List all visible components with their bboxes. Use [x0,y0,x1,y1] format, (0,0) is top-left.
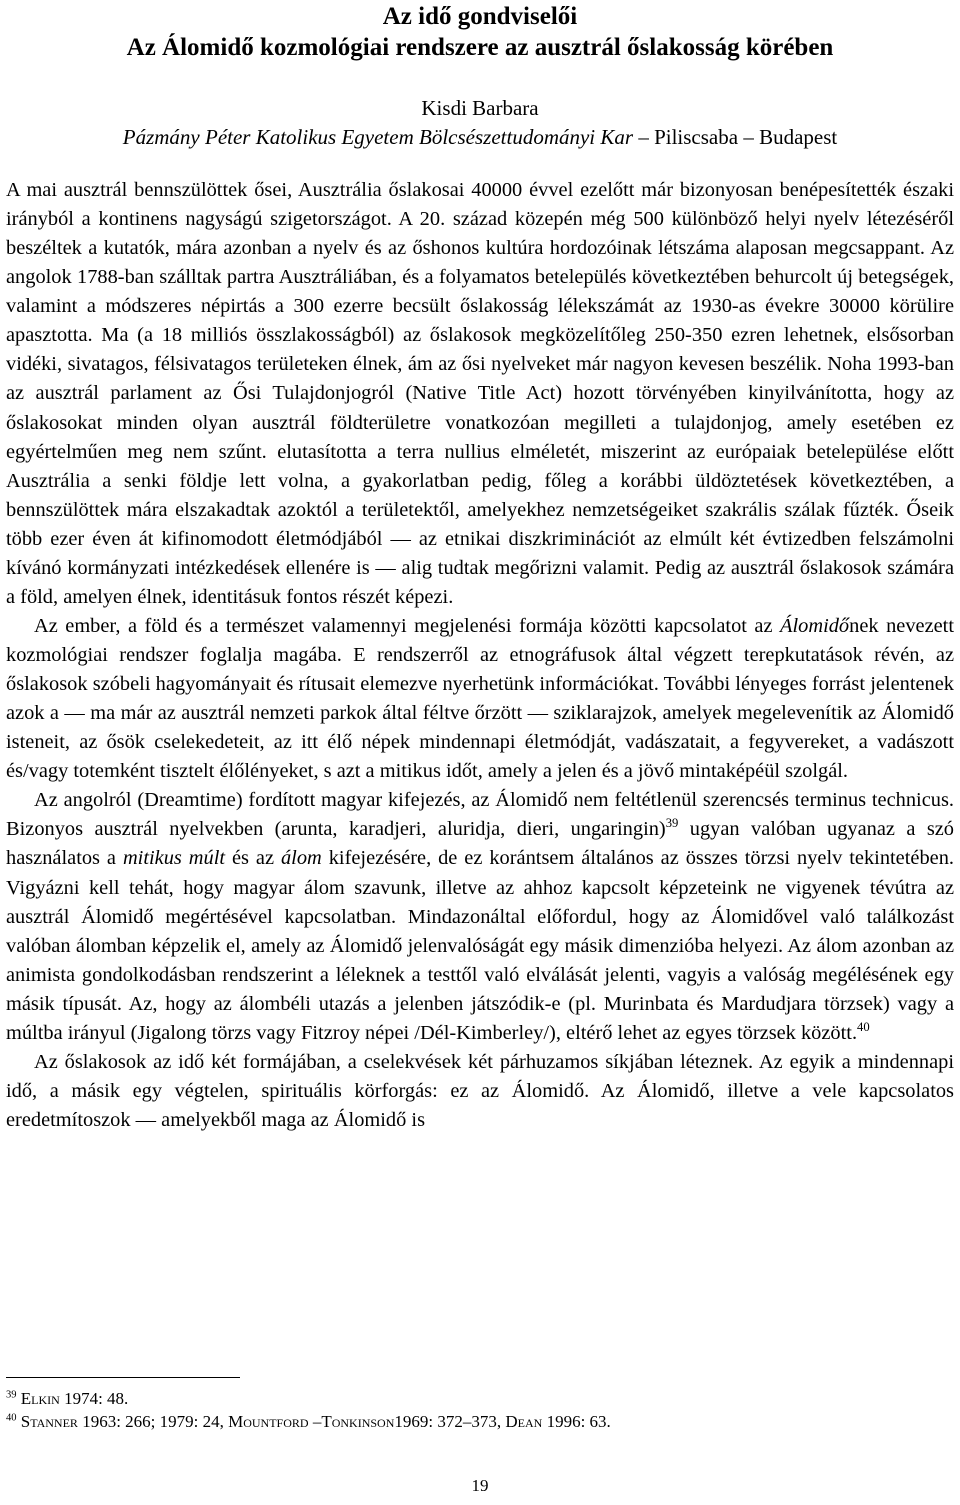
footnote-author: Mountford [228,1412,309,1431]
paragraph-1: A mai ausztrál bennszülöttek ősei, Ausztrália őslakosai 40000 évvel ezelőtt már bizonyosan benépesítették északi irányból a kontinens nagyságú szigetországot. A 20. század közepén még 500 különböző helyi nyelv létezéséről beszéltek a kutatók, mára azonban a nyelv és az őshonos kultúra hordozóinak létszáma alaposan megcsappant. Az angolok 1788-ban szálltak partra Ausztráliában, és a folyamatos betelepülés következtében behurcolt új betegségek, valamint a módszeres népirtás a 300 ezerre becsült őslakosság lélekszámát az 1930-as évekre 30000 körülire apasztotta. Ma (a 18 milliós összlakosságból) az őslakosok megközelítőleg 250-350 ezren lehetnek, elsősorban vidéki, sivatagos, félsivatagos területeken élnek, ám az ősi nyelveket már nagyon kevesen beszélik. Noha 1993-ban az ausztrál parlament az Ősi Tulajdonjogról (Native Title Act) hozott törvényében kinyilvánította, hogy az őslakosokat minden olyan ausztrál földterületre vonatkozóan megilleti a tulajdonjog, amely esetében ez egyértelműen meg nem szűnt. elutasította a terra nullius elméletét, miszerint az európaiak betelepülése előtt Ausztrália a senki földje lett volna, a gyakorlatban pedig, főleg a korábbi üldöztetések következtében, a bennszülöttek mára elszakadtak azoktól a területektől, amelyekhez nemzetségeiket szakrális szálak fűzték. Őseik több ezer éven át kifinomodott életmódjából — az etnikai diszkriminációt az elmúlt két évtizedben felszámolni kívánó kormányzati intézkedések ellenére is — alig tudtak megőrizni valamit. Pedig az ausztrál őslakosok számára a föld, amelyen élnek, identitásuk fontos részét képezi. [6,179,954,608]
paragraph-4: Az őslakosok az idő két formájában, a cselekvések két párhuzamos síkjában léteznek. Az egyik a mindennapi idő, a másik egy végtelen, spirituális körforgás: ez az Álomidő. Az Álomidő, illetve a vele kapcsolatos eredetmítoszok — amelyekből maga az Álomidő is [6,1050,954,1131]
affiliation-location: – Piliscsaba – Budapest [633,125,838,149]
p3-text-a: Az angolról (Dreamtime) fordított magyar kifejezés, az Álomidő nem feltétlenül szerencsés terminus technicus. Bizonyos ausztrál nyelvekben (arunta, karadjeri, aluridja, dieri, ungaringin) [6,789,954,841]
footnote-39 [6,1389,128,1409]
article-body [6,176,954,1135]
p2-text-start: Az ember, a föld és a természet valamennyi megjelenési formája közötti kapcsolatot az [34,614,781,637]
footnote-text: 1963: 266; 1979: 24, [77,1412,229,1431]
author-name: Kisdi Barbara [421,96,539,120]
p3-text-d: kifejezésére, de ez korántsem általános az összes törzsi nyelv tekintetében. Vigyázni kell tehát, hogy magyar álom szavunk, illetve az ahhoz kapcsolt képzeteink ne vigyenek tévútra az ausztrál Álomidő megértésével kapcsolatban. Mindazonáltal előfordul, hogy az Álomidővel való találkozást valóban álomban képzelik el, amely az Álomidő jelenvalóságát egy másik dimenzióba helyezi. Az álom azonban az animista gondolkodásban rendszerint a léleknek a testtől való elválását jelenti, vagyis a valóság megélésének egy másik típusát. Az, hogy az álombéli utazás a jelenben játszódik-e (pl. Murinbata és Mardudjara törzsek) vagy a múltba irányul (Jigalong törzs vagy Fitzroy népei /Dél-Kimberley/), eltérő lehet az egyes törzsek között. [6,847,954,1044]
footnote-author: Dean [505,1412,543,1431]
footnote-text: 1974: 48. [59,1389,129,1408]
footnote-40 [6,1412,611,1432]
page-number: 19 [471,1476,489,1495]
p3-text-b: ugyan valóban ugyanaz a szó használatos a [6,818,955,870]
affiliation-institution: Pázmány Péter Katolikus Egyetem Bölcsészettudományi Kar [122,125,634,149]
footnote-ref-39[interactable]: 39 [665,816,679,831]
author-affiliation [0,124,960,150]
footnote-ref-40[interactable]: 40 [857,1020,870,1035]
footnote-text: 1969: 372–373, [394,1412,506,1431]
article-subtitle: Az Álomidő kozmológiai rendszere az ausztrál őslakosság körében [126,34,834,61]
p2-text-rest: nek nevezett kozmológiai rendszer foglalja magába. E rendszerről az etnográfusok által végzett terepkutatások révén, az őslakosok szóbeli hagyományait és rítusait elemezve nyerhetünk információkat. További lényeges forrást jelentenek azok a — ma már az ausztrál nemzeti parkok által féltve őrzött — sziklarajzok, amelyek megelevenítik az Álomidő isteneit, az ősök cselekedeteit, az itt élő népek mindennapi életmódját, vadászatait, a fegyvereket, a vadászott és/vagy totemként tisztelt élőlényeket, s azt a mitikus időt, amely a jelen és a jövő mintaképéül szolgál. [6,614,955,783]
footnote-author: Tonkinson [321,1412,395,1431]
footnote-text: 1996: 63. [542,1412,611,1431]
p3-italic-1: mitikus múlt [122,847,226,870]
footnote-number: 40 [6,1412,17,1424]
article-title: Az idő gondviselői [382,3,578,30]
paragraph-2 [6,612,954,786]
footnote-separator [6,1377,240,1378]
footnote-text: – [308,1412,322,1431]
p3-italic-2: álom [280,847,322,870]
p3-text-c: és az [225,847,281,870]
p2-italic-term: Álomidő [780,614,850,637]
footnote-number: 39 [6,1389,17,1401]
footnote-author: Elkin [20,1389,60,1408]
footnote-author: Stanner [20,1412,78,1431]
paragraph-3 [6,786,954,1048]
